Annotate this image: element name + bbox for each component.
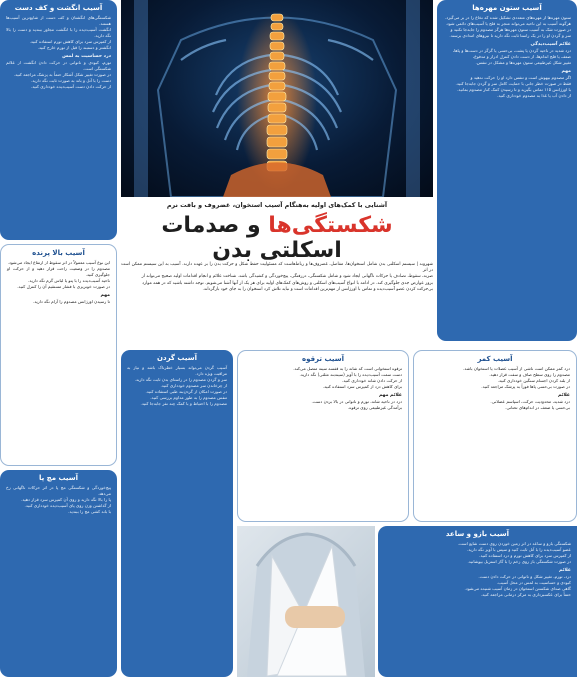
text-line: انگشت آسیب‌دیده را با انگشت مجاور ببندید و دست را بالا نگه دارید. (6, 27, 111, 38)
intro-line: شهروند | سیستم اسکلتی بدن شامل استخوان‌ها، مفاصل، غضروف‌ها و رباط‌هاست که مسئولیت حفظ شکل و حرکت بدن را بر عهده دارند. آسیب به این سیستم ممکن است در اثر (121, 262, 433, 274)
text-line: در صورت امکان از گردن‌بند طبی استفاده کنید. (145, 389, 227, 394)
hero-headline-block (121, 198, 433, 263)
box-finger-body (0, 15, 117, 90)
text-line: از دادن آب یا غذا به مصدوم خودداری کنید. (497, 93, 571, 98)
text-line: کبودی و حساسیت به لمس در محل آسیب. (496, 580, 571, 585)
text-line: تغییر شکل غیرطبیعی ستون مهره‌ها و مشکل در تنفس. (475, 60, 571, 65)
text-line: آسیب گردن می‌تواند بسیار خطرناک باشد و نیاز به مراقبت ویژه دارد. (127, 365, 227, 376)
box-spine-body (437, 15, 577, 99)
box-hip (0, 244, 117, 466)
box-hip-sub1: مهم (100, 293, 110, 298)
text-line: تورم، کبودی و ناتوانی در حرکت دادن انگشت از علائم شکستگی است. (6, 60, 111, 71)
text-line: درد شدید در ناحیه گردن یا پشت، بی‌حسی یا گزگز در دست‌ها و پاها، (452, 48, 571, 53)
text-line: در صورت بی‌حسی پاها فوراً به پزشک مراجعه کنید. (481, 384, 570, 389)
box-arm-body (378, 541, 577, 598)
intro-paragraph (121, 262, 433, 347)
text-line: در صورت شک به آسیب ستون مهره‌ها هرگز مصدوم را جابه‌جا نکنید و (450, 27, 571, 32)
box-arm-title: آسیب بازو و ساعد (445, 530, 510, 538)
hero-headline (121, 213, 433, 263)
box-waist (413, 350, 577, 522)
text-line: ستون مهره‌ها از مهره‌های متعددی تشکیل شده که نخاع را در بر می‌گیرد. (444, 15, 571, 20)
text-line: برای کاهش درد از کمپرس سرد استفاده کنید. (322, 384, 402, 389)
text-line: دست سمت آسیب‌دیده را با آویز (سینه‌بند مثلثی) نگه دارید. (299, 372, 402, 377)
box-ankle-title: آسیب مچ پا (38, 474, 79, 482)
text-line: گاهی صدای شکستن استخوان در زمان آسیب شنیده می‌شود. (464, 586, 571, 591)
box-spine (437, 0, 577, 341)
arm-sling-icon (237, 526, 375, 677)
text-line: برآمدگی غیرطبیعی روی ترقوه. (347, 405, 402, 410)
box-spine-sub2: مهم (561, 69, 571, 74)
box-finger (0, 0, 117, 240)
text-line: مصدوم را روی سطح صاف و سفت قرار دهید. (489, 372, 570, 377)
box-hip-body (1, 260, 116, 305)
text-line: پیچ‌خوردگی و شکستگی مچ پا در اثر حرکات ناگهانی رخ می‌دهد. (6, 485, 111, 496)
headline-rest: و صدمات اسکلتی بدن (161, 213, 342, 263)
text-line: سر و گردن او را در یک راستا ثابت نگه دارید تا نیروهای امدادی برسند. (449, 33, 571, 38)
text-line: درد در ناحیه شانه، تورم و ناتوانی در بالا بردن دست. (311, 399, 402, 404)
intro-line: بروز عوارض جدی جلوگیری کند. در ادامه با انواع آسیب‌های اسکلتی و روش‌های کمک‌های اولیه برای هر یک از آنها آشنا می‌شویم. توجه داشته باشید که در همه موارد (142, 280, 433, 286)
box-ankle (0, 470, 117, 677)
intro-line: ضربه، سقوط، تصادف یا حرکات ناگهانی ایجاد شود و شامل شکستگی، دررفتگی، پیچ‌خوردگی و کشیدگی باشد. شناخت علائم و انجام اقدامات اولیه صحیح می‌تواند از (141, 274, 433, 280)
intro-line: بی‌حرکت کردن عضو آسیب‌دیده و تماس با اورژانس از مهم‌ترین اقدامات است و نباید تلاش کرد استخوان را به جای خود بازگرداند. (202, 286, 433, 292)
box-finger-sub1: درد حساسیت به لمس (62, 54, 111, 59)
text-line: هرگونه آسیب به این ناحیه می‌تواند منجر به فلج یا آسیب‌های دائمی شود. (445, 21, 571, 26)
text-line: در صورت خونریزی با فشار مستقیم آن را کنترل کنید. (17, 284, 110, 289)
box-neck-title: آسیب گردن (157, 354, 197, 362)
text-line: مصدوم را در وضعیت راحت قرار دهید و از حرکت او جلوگیری کنید. (7, 266, 110, 277)
box-clavicle-sub1: علائم مهم (378, 393, 402, 398)
text-line: ضعف یا فلج اندام‌ها، از دست دادن کنترل ادرار و مدفوع، (472, 54, 571, 59)
headline-red-word: شکستگی‌ها (268, 213, 393, 238)
text-line: درد کمر ممکن است ناشی از آسیب عضلات یا استخوان باشد. (463, 366, 570, 371)
text-line: از حرکت دادن دست آسیب‌دیده خودداری کنید. (30, 84, 111, 89)
text-line: با باند کشی مچ را ببندید. (68, 509, 111, 514)
text-line: مصدوم را با احتیاط و با کمک چند نفر جابه‌جا کنید. (140, 401, 227, 406)
text-line: از چرخاندن سر مصدوم خودداری کنید. (160, 383, 227, 388)
box-neck-body (121, 365, 233, 407)
text-line: درد شدید، محدودیت حرکت، اسپاسم عضلانی. (490, 399, 570, 404)
box-clavicle (237, 350, 409, 522)
text-line: فقط در صورت خطر جانی با حمایت کامل سر و گردن جابه‌جا کنید. (455, 81, 571, 86)
skeleton-spine-illustration (121, 0, 433, 197)
box-spine-sub1: علائم آسیب‌دیدگی (530, 42, 571, 47)
text-line: دست را با آتل و باند به صورت ثابت نگه دارید. (30, 78, 111, 83)
text-line: عضو آسیب‌دیده را با آتل ثابت کنید و سپس با آویز نگه دارید. (466, 547, 571, 552)
text-line: بی‌حسی یا ضعف در اندام‌های تحتانی. (505, 405, 570, 410)
text-line: در صورت تغییر شکل آشکار حتماً به پزشک مراجعه کنید. (13, 72, 111, 77)
text-line: ناحیه آسیب‌دیده را با پتو یا لباس گرم نگه دارید. (28, 278, 110, 283)
box-finger-title: آسیب انگشت و کف دست (14, 4, 103, 12)
text-line: از کمپرس سرد برای کاهش تورم و درد استفاده کنید. (479, 553, 571, 558)
text-line: از بلند کردن اجسام سنگین خودداری کنید. (497, 378, 570, 383)
text-line: تا رسیدن اورژانس مصدوم را آرام نگه دارید. (32, 299, 110, 304)
hero-image (121, 0, 433, 197)
text-line: شکستگی بازو و ساعد در اثر زمین خوردن روی دست شایع است. (457, 541, 571, 546)
box-arm (378, 526, 577, 677)
text-line: ترقوه استخوانی است که شانه را به قفسه سینه متصل می‌کند. (293, 366, 402, 371)
arm-sling-photo (237, 526, 375, 677)
box-arm-sub1: علائم (559, 568, 571, 573)
text-line: تنفس مصدوم را به طور مداوم بررسی کنید. (150, 395, 227, 400)
box-neck (121, 350, 233, 677)
text-line: از حرکت دادن شانه خودداری کنید. (341, 378, 402, 383)
text-line: در صورت شکستگی باز روی زخم را با گاز استریل بپوشانید. (467, 559, 571, 564)
box-clavicle-title: آسیب ترقوه (301, 355, 345, 363)
box-waist-sub1: علائم (558, 393, 570, 398)
box-spine-title: آسیب ستون مهره‌ها (472, 4, 542, 12)
box-clavicle-body (238, 366, 408, 411)
text-line: حتماً برای عکسبرداری به مرکز درمانی مراجعه کنید. (480, 592, 571, 597)
text-line: درد، تورم، تغییر شکل و ناتوانی در حرکت دادن دست. (478, 574, 571, 579)
text-line: اگر مصدوم بیهوش است و تنفس دارد او را حرکت ندهید و (470, 75, 571, 80)
text-line: انگشتر و دستبند را قبل از تورم خارج کنید. (37, 45, 111, 50)
box-ankle-body (0, 485, 117, 515)
text-line: سر و گردن مصدوم را در راستای بدن ثابت نگه دارید. (134, 377, 227, 382)
box-hip-title: آسیب بالا پرنده (32, 249, 85, 257)
text-line: این نوع آسیب معمولاً در اثر سقوط از ارتفاع ایجاد می‌شود. (7, 260, 110, 265)
box-waist-body (414, 366, 576, 411)
text-line: با اورژانس ۱۱۵ تماس بگیرید و تا رسیدن کمک کنار مصدوم بمانید. (457, 87, 571, 92)
hero-kicker: آشنایی با کمک‌های اولیه به‌هنگام آسیب استخوان، غضروف و بافت نرم (166, 201, 388, 209)
text-line: پا را بالا نگه دارید و روی آن کمپرس سرد قرار دهید. (21, 497, 111, 502)
text-line: از گذاشتن وزن روی پای آسیب‌دیده خودداری کنید. (24, 503, 111, 508)
text-line: شکستگی‌های انگشتان و کف دست از شایع‌ترین آسیب‌ها هستند. (6, 15, 111, 26)
box-waist-title: آسیب کمر (477, 355, 513, 363)
text-line: از کمپرس سرد برای کاهش تورم استفاده کنید. (29, 39, 111, 44)
